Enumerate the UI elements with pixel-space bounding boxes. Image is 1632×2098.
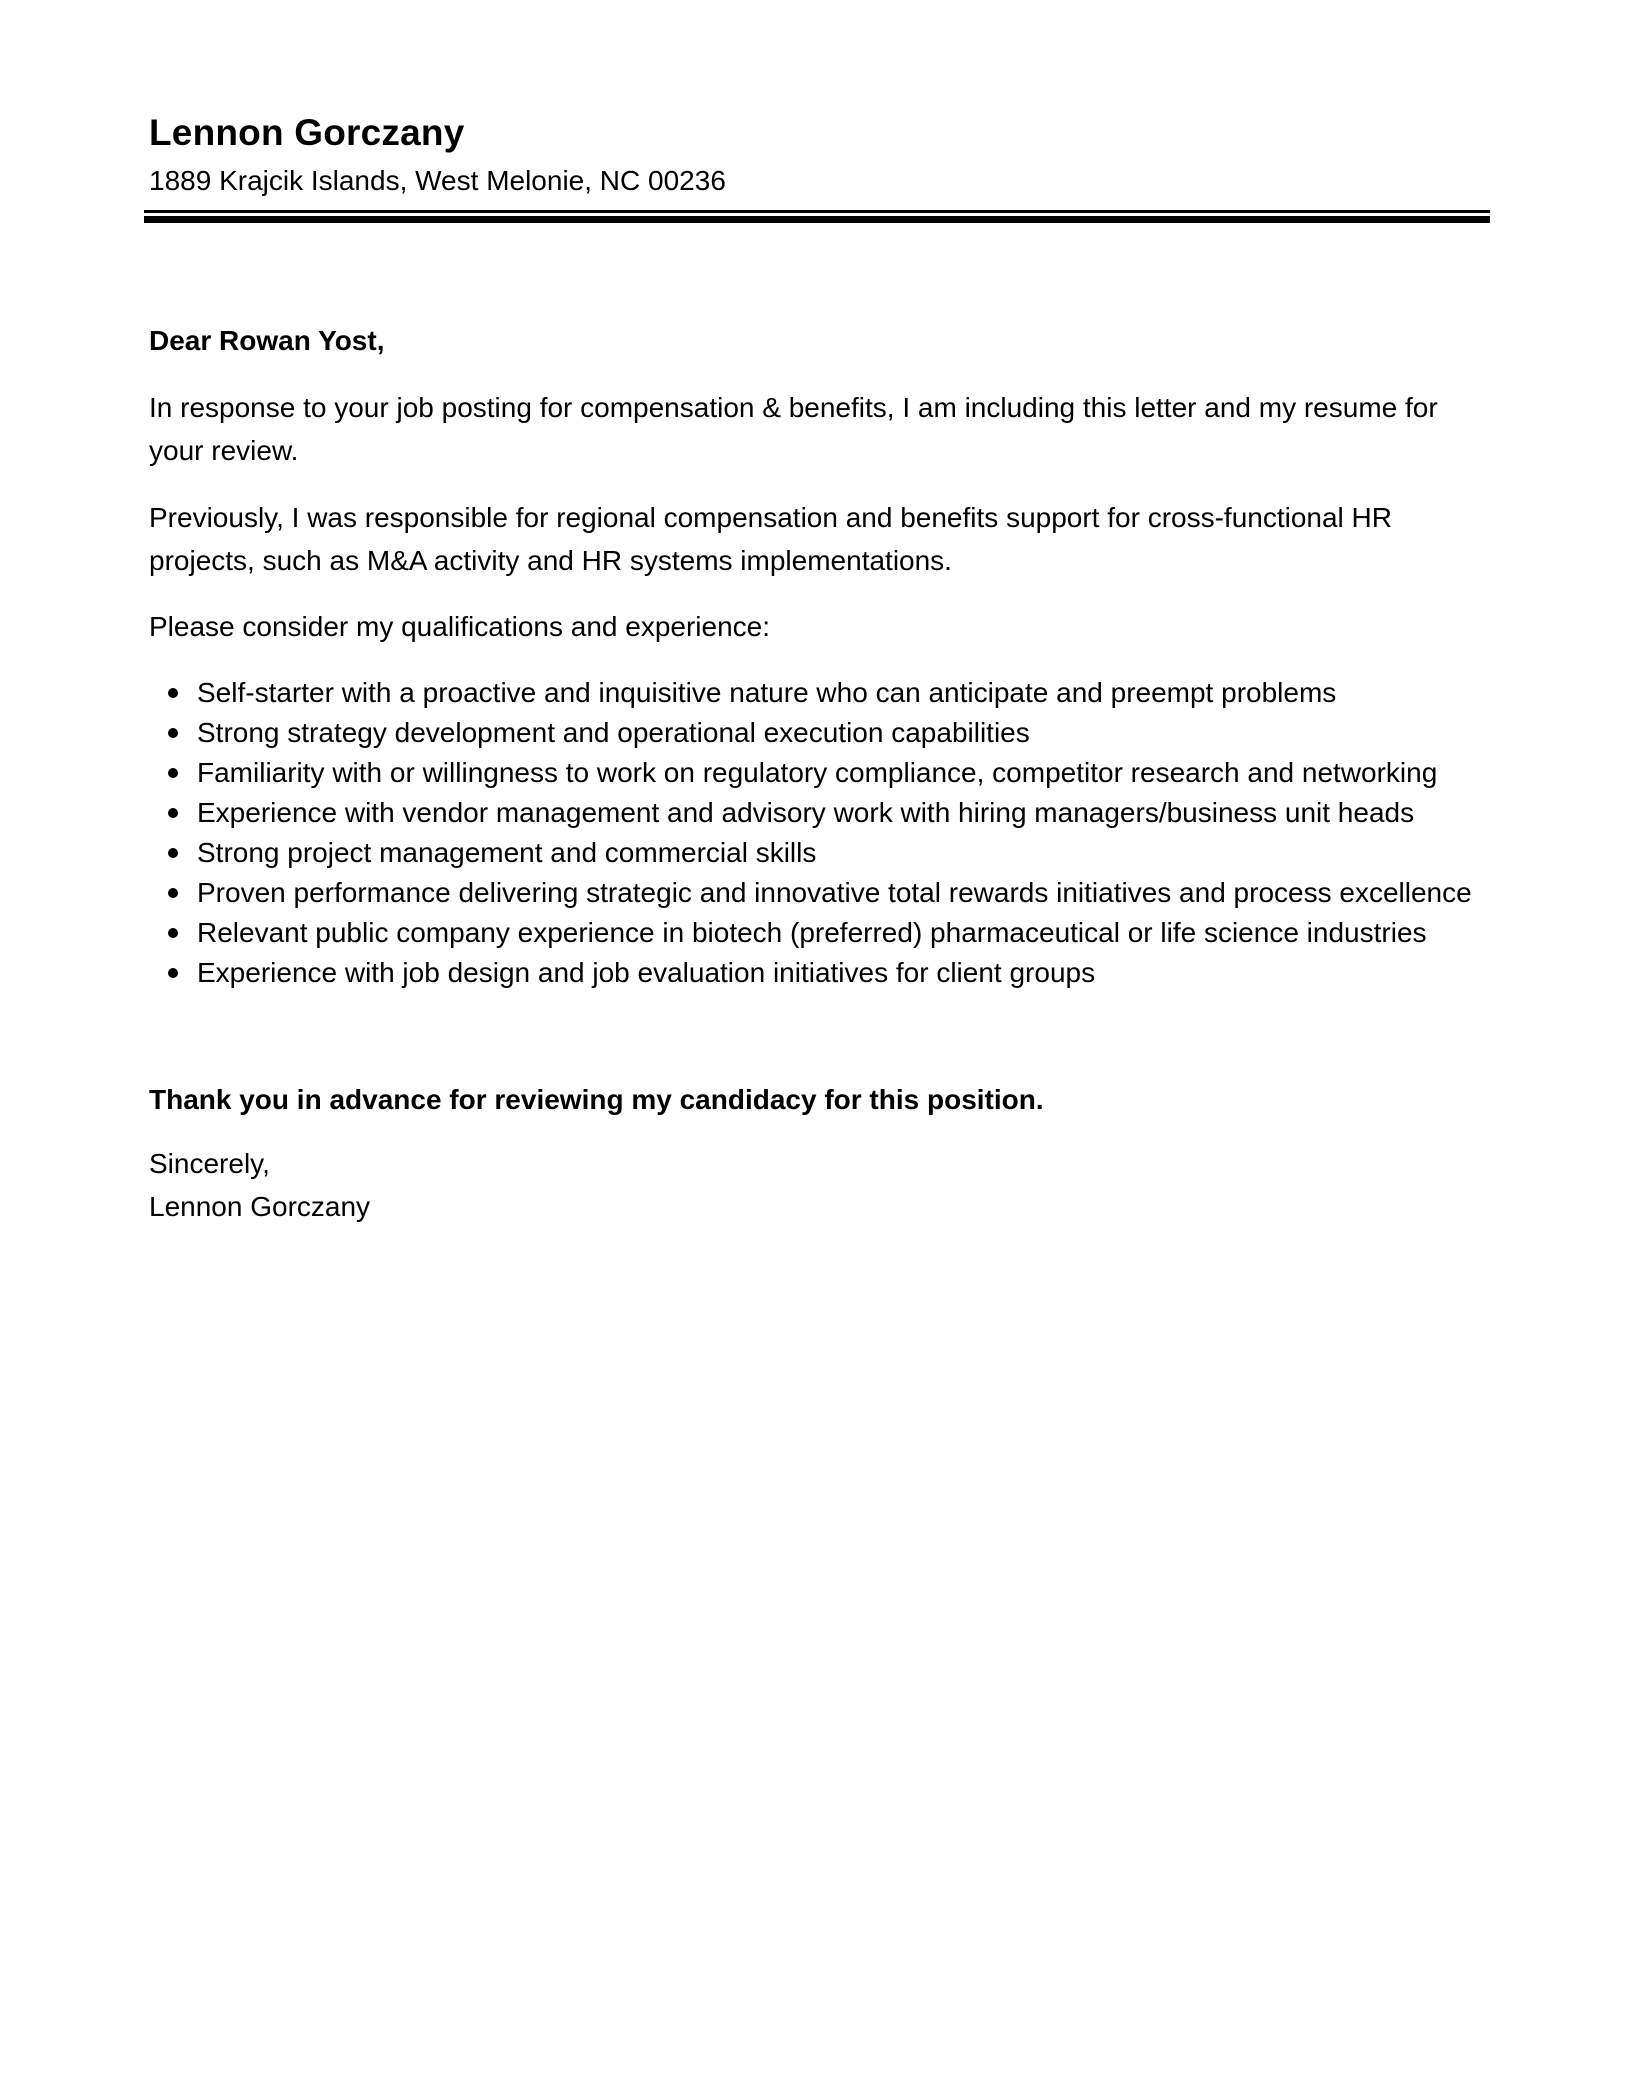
- list-item: [149, 753, 1489, 793]
- list-item-text: Familiarity with or willingness to work on regulatory compliance, competitor research and networking: [197, 757, 1438, 788]
- bullet-icon: [168, 808, 178, 818]
- qualifications-list: [149, 673, 1489, 993]
- list-item: [149, 953, 1489, 993]
- bullet-icon: [168, 968, 178, 978]
- bullet-icon: [168, 728, 178, 738]
- list-item-text: Self-starter with a proactive and inquisitive nature who can anticipate and preempt problems: [197, 677, 1337, 708]
- bullet-icon: [168, 688, 178, 698]
- bullet-icon: [168, 888, 178, 898]
- closing-statement: Thank you in advance for reviewing my candidacy for this position.: [149, 1084, 1044, 1115]
- greeting: Dear Rowan Yost,: [149, 325, 385, 356]
- list-item-text: Experience with job design and job evaluation initiatives for client groups: [197, 957, 1096, 988]
- header-divider-thin: [144, 210, 1490, 213]
- qualifications-intro: Please consider my qualifications and experience:: [149, 611, 771, 642]
- bullet-icon: [168, 928, 178, 938]
- signature-name: Lennon Gorczany: [149, 1191, 371, 1222]
- experience-paragraph: Previously, I was responsible for regional compensation and benefits support for cross-functional HR projects, such as M&A activity and HR systems implementations.: [149, 502, 1392, 576]
- list-item: [149, 913, 1489, 953]
- list-item: [149, 793, 1489, 833]
- intro-paragraph: In response to your job posting for compensation & benefits, I am including this letter and my resume for your review.: [149, 392, 1438, 466]
- sender-name: Lennon Gorczany: [149, 112, 465, 153]
- list-item: [149, 833, 1489, 873]
- list-item-text: Strong strategy development and operational execution capabilities: [197, 717, 1030, 748]
- list-item-text: Proven performance delivering strategic and innovative total rewards initiatives and process excellence: [197, 877, 1472, 908]
- list-item-text: Experience with vendor management and advisory work with hiring managers/business unit heads: [197, 797, 1415, 828]
- header-divider-thick: [144, 216, 1490, 223]
- list-item-text: Strong project management and commercial skills: [197, 837, 817, 868]
- list-item: [149, 713, 1489, 753]
- list-item-text: Relevant public company experience in biotech (preferred) pharmaceutical or life science industries: [197, 917, 1427, 948]
- bullet-icon: [168, 848, 178, 858]
- signoff: Sincerely,: [149, 1148, 270, 1179]
- list-item: [149, 873, 1489, 913]
- list-item: [149, 673, 1489, 713]
- sender-address: 1889 Krajcik Islands, West Melonie, NC 00236: [149, 165, 726, 196]
- bullet-icon: [168, 768, 178, 778]
